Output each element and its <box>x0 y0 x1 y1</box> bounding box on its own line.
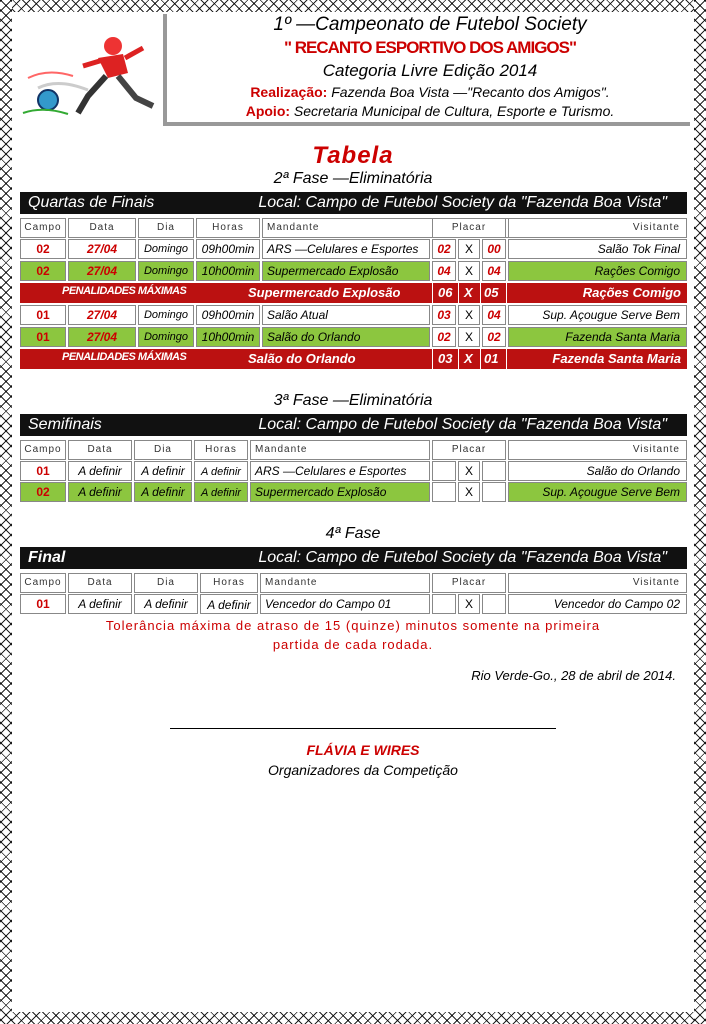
data-cell: 27/04 <box>68 239 136 259</box>
score-home <box>432 482 456 502</box>
mandante-cell: ARS —Celulares e Esportes <box>250 461 430 481</box>
score-home: 02 <box>432 239 456 259</box>
score-away <box>482 594 506 614</box>
visitante-cell: Rações Comigo <box>508 261 687 281</box>
dia-cell: A definir <box>134 482 192 502</box>
mandante-cell: Salão do Orlando <box>262 327 430 347</box>
horas-cell: 10h00min <box>196 327 260 347</box>
table-row <box>20 461 687 481</box>
col-dia: Dia <box>138 218 194 238</box>
realizacao-line <box>170 84 690 100</box>
data-cell: A definir <box>68 482 132 502</box>
score-away: 00 <box>482 239 506 259</box>
fase3-title: 3ª Fase —Eliminatória <box>273 392 433 409</box>
col-horas: Horas <box>196 218 260 238</box>
col-campo: Campo <box>20 573 66 593</box>
penalty-visitante: Fazenda Santa Maria <box>552 351 681 366</box>
apoio-label: Apoio: <box>245 103 291 119</box>
fase2-header-row <box>20 218 687 238</box>
fase3-header-row <box>20 440 687 460</box>
apoio-text: Secretaria Municipal de Cultura, Esporte e Turismo. <box>290 103 615 119</box>
col-visitante: Visitante <box>508 440 687 460</box>
col-horas: Horas <box>200 573 258 593</box>
campo-cell: 01 <box>20 327 66 347</box>
score-away: 04 <box>482 305 506 325</box>
col-campo: Campo <box>20 440 66 460</box>
table-row <box>20 482 687 502</box>
soccer-player-logo <box>18 18 166 123</box>
championship-title: 1º —Campeonato de Futebol Society <box>273 14 587 35</box>
penalty-separator: X <box>464 351 473 366</box>
score-separator: X <box>458 594 480 614</box>
dia-cell: A definir <box>134 594 198 614</box>
mandante-cell: ARS —Celulares e Esportes <box>262 239 430 259</box>
visitante-cell: Sup. Açougue Serve Bem <box>508 305 687 325</box>
col-placar: Placar <box>432 440 506 460</box>
visitante-cell: Sup. Açougue Serve Bem <box>508 482 687 502</box>
table-row <box>20 239 687 259</box>
border-top <box>0 0 706 12</box>
campo-cell: 02 <box>20 261 66 281</box>
category-edition: Categoria Livre Edição 2014 <box>322 61 538 80</box>
signature-name: FLÁVIA E WIRES <box>306 742 420 758</box>
penalty-label: PENALIDADES MÁXIMAS <box>62 351 187 363</box>
tolerance-note-line2: partida de cada rodada. <box>272 637 434 652</box>
col-dia: Dia <box>134 440 192 460</box>
data-cell: A definir <box>68 594 132 614</box>
penalty-label: PENALIDADES MÁXIMAS <box>62 285 187 297</box>
penalty-score-away: 01 <box>484 351 499 366</box>
score-separator: X <box>458 305 480 325</box>
signature-role: Organizadores da Competição <box>268 762 458 778</box>
data-cell: 27/04 <box>68 327 136 347</box>
penalty-score-home: 06 <box>438 285 453 300</box>
fase4-stage: Final <box>28 549 66 566</box>
penalty-score-home: 03 <box>438 351 453 366</box>
col-data: Data <box>68 573 132 593</box>
penalty-score-away: 05 <box>484 285 499 300</box>
score-away: 02 <box>482 327 506 347</box>
penalty-mandante: Salão do Orlando <box>248 351 356 366</box>
visitante-cell: Salão Tok Final <box>508 239 687 259</box>
tolerance-note-line1: Tolerância máxima de atraso de 15 (quinze) minutos somente na primeira <box>105 618 601 633</box>
mandante-cell: Salão Atual <box>262 305 430 325</box>
fase4-bar <box>20 547 687 569</box>
dia-cell: Domingo <box>138 327 194 347</box>
fase3-location: Local: Campo de Futebol Society da "Fazenda Boa Vista" <box>258 416 667 433</box>
table-row <box>20 261 687 281</box>
horas-cell: 10h00min <box>196 261 260 281</box>
mandante-cell: Supermercado Explosão <box>250 482 430 502</box>
visitante-cell: Salão do Orlando <box>508 461 687 481</box>
border-bottom <box>0 1012 706 1024</box>
penalty-visitante: Rações Comigo <box>582 285 681 300</box>
mandante-cell: Supermercado Explosão <box>262 261 430 281</box>
data-cell: 27/04 <box>68 305 136 325</box>
penalty-row <box>20 283 687 303</box>
score-home <box>432 594 456 614</box>
col-data: Data <box>68 218 136 238</box>
score-separator: X <box>458 261 480 281</box>
campo-cell: 01 <box>20 461 66 481</box>
col-visitante: Visitante <box>508 218 687 238</box>
data-cell: 27/04 <box>68 261 136 281</box>
col-horas: Horas <box>194 440 248 460</box>
horas-cell: 09h00min <box>196 305 260 325</box>
score-away <box>482 482 506 502</box>
mandante-cell: Vencedor do Campo 01 <box>260 594 430 614</box>
penalty-separator: X <box>464 285 473 300</box>
col-visitante: Visitante <box>508 573 687 593</box>
col-dia: Dia <box>134 573 198 593</box>
score-separator: X <box>458 327 480 347</box>
horas-cell: A definir <box>200 594 258 614</box>
col-mandante: Mandante <box>250 440 430 460</box>
score-separator: X <box>458 482 480 502</box>
header-vertical-divider <box>163 14 167 126</box>
fase3-stage: Semifinais <box>28 416 102 433</box>
table-row <box>20 327 687 347</box>
horas-cell: 09h00min <box>196 239 260 259</box>
fase3-bar <box>20 414 687 436</box>
fase4-title: 4ª Fase <box>325 525 381 542</box>
apoio-line <box>170 103 690 119</box>
score-home <box>432 461 456 481</box>
campo-cell: 01 <box>20 305 66 325</box>
fase2-stage: Quartas de Finais <box>28 194 155 211</box>
realizacao-text: Fazenda Boa Vista —"Recanto dos Amigos". <box>327 84 610 100</box>
championship-name: " RECANTO ESPORTIVO DOS AMIGOS" <box>283 38 577 57</box>
table-row <box>20 305 687 325</box>
campo-cell: 01 <box>20 594 66 614</box>
realizacao-label: Realização: <box>250 84 328 100</box>
signature-line <box>170 728 556 729</box>
fase2-location: Local: Campo de Futebol Society da "Fazenda Boa Vista" <box>258 194 667 211</box>
score-home: 04 <box>432 261 456 281</box>
score-home: 02 <box>432 327 456 347</box>
score-home: 03 <box>432 305 456 325</box>
page-title: Tabela <box>312 142 394 169</box>
dia-cell: Domingo <box>138 305 194 325</box>
col-placar: Placar <box>432 573 506 593</box>
col-campo: Campo <box>20 218 66 238</box>
score-away <box>482 461 506 481</box>
penalty-mandante: Supermercado Explosão <box>248 285 401 300</box>
fase2-bar <box>20 192 687 214</box>
horas-cell: A definir <box>194 482 248 502</box>
visitante-cell: Fazenda Santa Maria <box>508 327 687 347</box>
dia-cell: A definir <box>134 461 192 481</box>
score-separator: X <box>458 239 480 259</box>
visitante-cell: Vencedor do Campo 02 <box>508 594 687 614</box>
dia-cell: Domingo <box>138 239 194 259</box>
campo-cell: 02 <box>20 239 66 259</box>
col-placar: Placar <box>432 218 506 238</box>
score-away: 04 <box>482 261 506 281</box>
horas-cell: A definir <box>194 461 248 481</box>
place-date: Rio Verde-Go., 28 de abril de 2014. <box>471 668 676 683</box>
dia-cell: Domingo <box>138 261 194 281</box>
header-horizontal-divider <box>163 122 690 126</box>
score-separator: X <box>458 461 480 481</box>
penalty-row <box>20 349 687 369</box>
data-cell: A definir <box>68 461 132 481</box>
fase4-header-row <box>20 573 687 593</box>
col-mandante: Mandante <box>262 218 668 238</box>
fase4-location: Local: Campo de Futebol Society da "Fazenda Boa Vista" <box>258 549 667 566</box>
col-mandante: Mandante <box>260 573 430 593</box>
fase2-title: 2ª Fase —Eliminatória <box>273 170 433 187</box>
col-data: Data <box>68 440 132 460</box>
table-row <box>20 594 687 614</box>
campo-cell: 02 <box>20 482 66 502</box>
